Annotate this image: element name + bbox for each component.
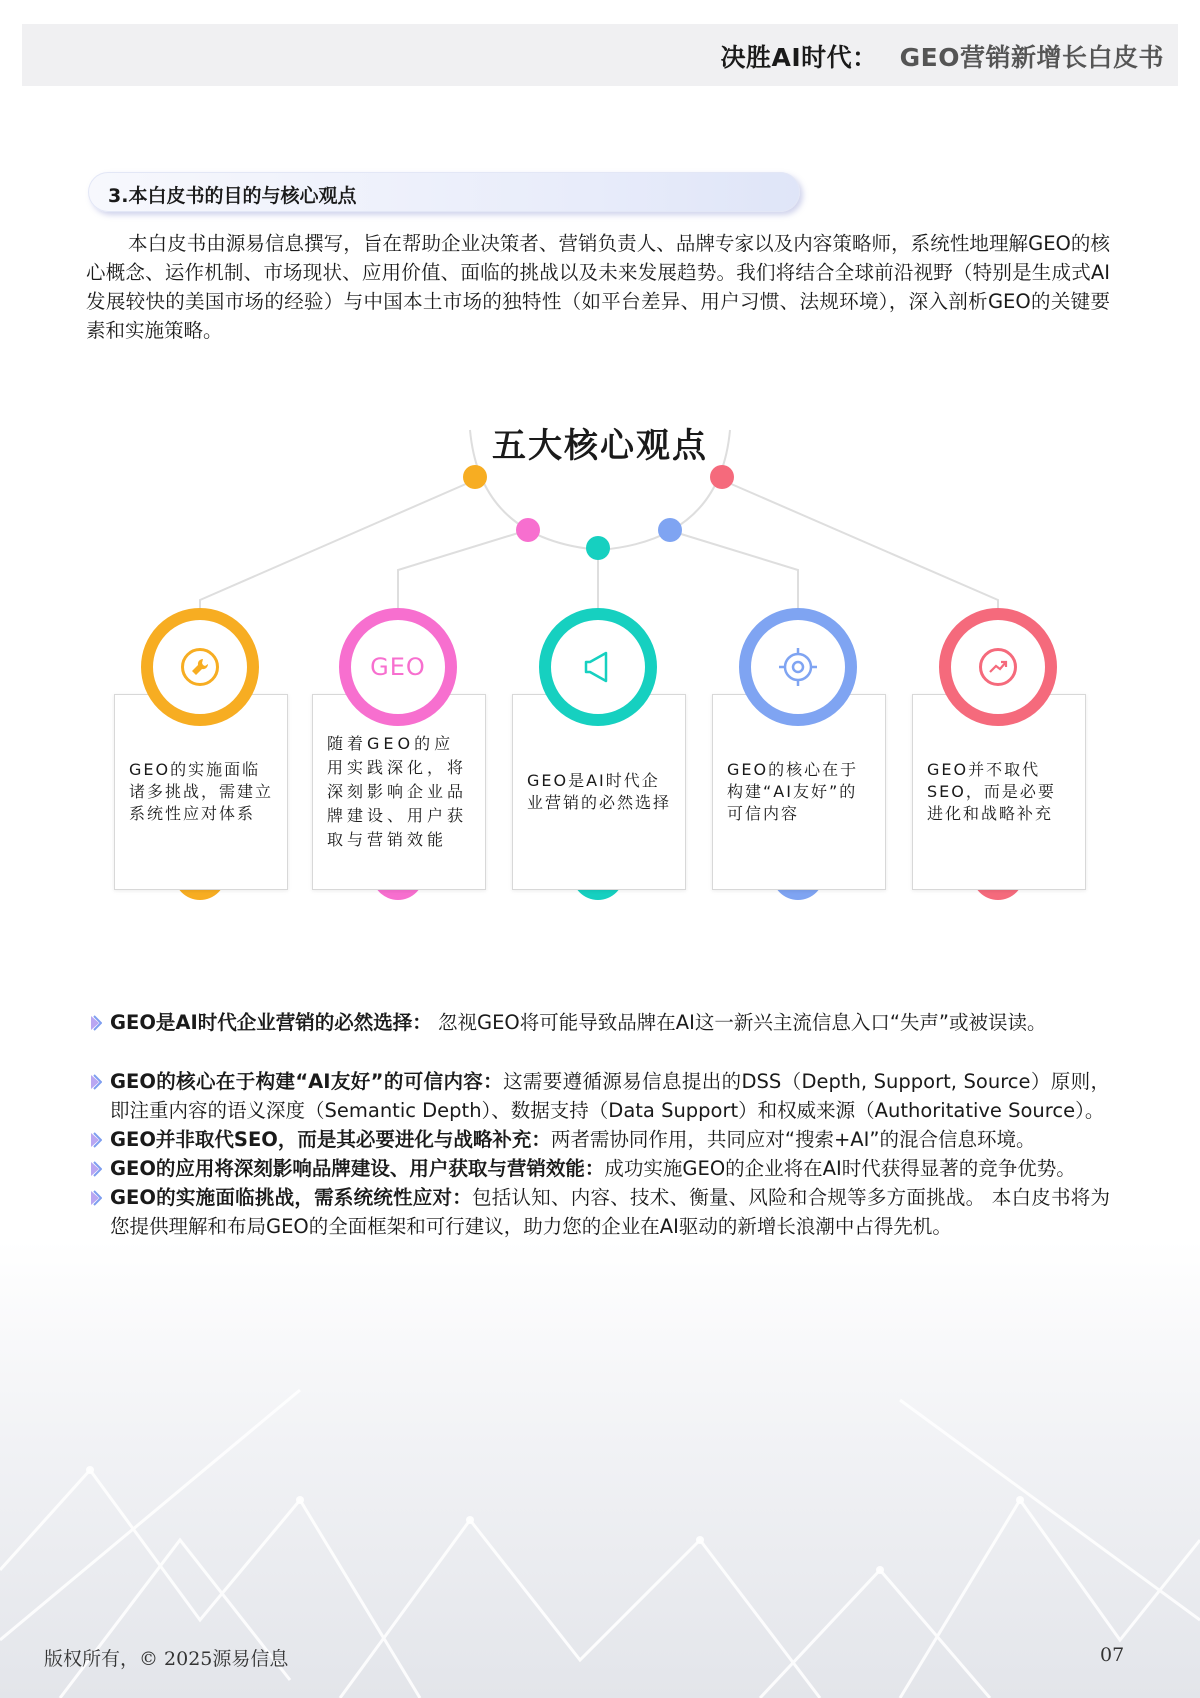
core-view-card-text: GEO的实施面临诸多挑战，需建立系统性应对体系 bbox=[129, 760, 274, 823]
core-views-diagram bbox=[0, 400, 1200, 940]
trend-up-icon bbox=[979, 648, 1017, 686]
megaphone-icon bbox=[578, 647, 618, 687]
key-point bbox=[90, 1183, 1110, 1241]
diagram-title: 五大核心观点 bbox=[492, 426, 708, 466]
ring-2 bbox=[339, 608, 457, 726]
key-point bbox=[90, 1154, 1110, 1183]
page-header bbox=[22, 24, 1178, 86]
page-number: 07 bbox=[1100, 1644, 1125, 1666]
bullet-icon bbox=[90, 1074, 102, 1090]
key-point-lead: GEO并非取代SEO，而是其必要进化与战略补充： bbox=[110, 1128, 551, 1151]
core-view-card-text: GEO并不取代SEO，而是必要进化和战略补充 bbox=[927, 760, 1056, 823]
core-view-card-text: 随着GEO的应用实践深化，将深刻影响企业品牌建设、用户获取与营销效能 bbox=[327, 734, 468, 849]
node-dot-pink bbox=[516, 518, 540, 542]
bullet-icon bbox=[90, 1161, 102, 1177]
node-dot-red bbox=[710, 465, 734, 489]
geo-text-icon: GEO bbox=[370, 653, 426, 681]
key-points-list bbox=[90, 1008, 1110, 1241]
footer-copyright: 版权所有，© 2025源易信息 bbox=[44, 1648, 289, 1670]
key-point-lead: GEO是AI时代企业营销的必然选择： bbox=[110, 1011, 432, 1034]
key-point-body: 忽视GEO将可能导致品牌在AI这一新兴主流信息入口“失声”或被误读。 bbox=[431, 1011, 1047, 1034]
node-dot-orange bbox=[463, 465, 487, 489]
background-decoration bbox=[0, 1240, 1200, 1698]
target-icon bbox=[776, 645, 820, 689]
ring-5 bbox=[939, 608, 1057, 726]
core-view-card-text: GEO的核心在于构建“AI友好”的可信内容 bbox=[727, 760, 859, 823]
key-point bbox=[90, 1008, 1110, 1037]
intro-paragraph: 本白皮书由源易信息撰写，旨在帮助企业决策者、营销负责人、品牌专家以及内容策略师，系统性地理解GEO的核心概念、运作机制、市场现状、应用价值、面临的挑战以及未来发展趋势。我们将结合全球前沿视野（特别是生成式AI发展较快的美国市场的经验）与中国本土市场的独特性（如平台差异、用户习惯、法规环境），深入剖析GEO的关键要素和实施策略。 bbox=[86, 232, 1110, 342]
key-point-lead: GEO的核心在于构建“AI友好”的可信内容： bbox=[110, 1070, 504, 1093]
ring-4 bbox=[739, 608, 857, 726]
document-title bbox=[720, 38, 1164, 74]
section-title: 3.本白皮书的目的与核心观点 bbox=[108, 185, 357, 207]
key-point bbox=[90, 1067, 1110, 1125]
key-point-lead: GEO的应用将深刻影响品牌建设、用户获取与营销效能： bbox=[110, 1157, 605, 1180]
key-point-lead: GEO的实施面临挑战，需系统统性应对： bbox=[110, 1186, 473, 1209]
key-point-body: 成功实施GEO的企业将在AI时代获得显著的竞争优势。 bbox=[604, 1157, 1076, 1180]
bullet-icon bbox=[90, 1132, 102, 1148]
bullet-icon bbox=[90, 1015, 102, 1031]
section-heading-bar bbox=[88, 172, 800, 212]
node-dot-teal bbox=[586, 536, 610, 560]
key-point-body: 包括认知、内容、技术、衡量、风险和合规等多方面挑战。 本白皮书将为您提供理解和布局GEO的全面框架和可行建议，助力您的企业在AI驱动的新增长浪潮中占得先机。 bbox=[110, 1186, 1110, 1238]
key-point bbox=[90, 1125, 1110, 1154]
ring-3 bbox=[539, 608, 657, 726]
core-view-card-text: GEO是AI时代企业营销的必然选择 bbox=[527, 771, 672, 812]
bullet-icon bbox=[90, 1190, 102, 1206]
node-dot-blue bbox=[658, 518, 682, 542]
document-title-part1: 决胜AI时代： bbox=[720, 43, 878, 72]
key-point-body: 这需要遵循源易信息提出的DSS（Depth, Support, Source）原则，即注重内容的语义深度（Semantic Depth）、数据支持（Data Support）和权威来源（Authoritative Source）。 bbox=[110, 1070, 1110, 1122]
key-point-body: 两者需协同作用，共同应对“搜索+AI”的混合信息环境。 bbox=[550, 1128, 1036, 1151]
ring-1 bbox=[141, 608, 259, 726]
document-title-part2: GEO营销新增长白皮书 bbox=[899, 43, 1164, 72]
wrench-icon bbox=[181, 648, 219, 686]
